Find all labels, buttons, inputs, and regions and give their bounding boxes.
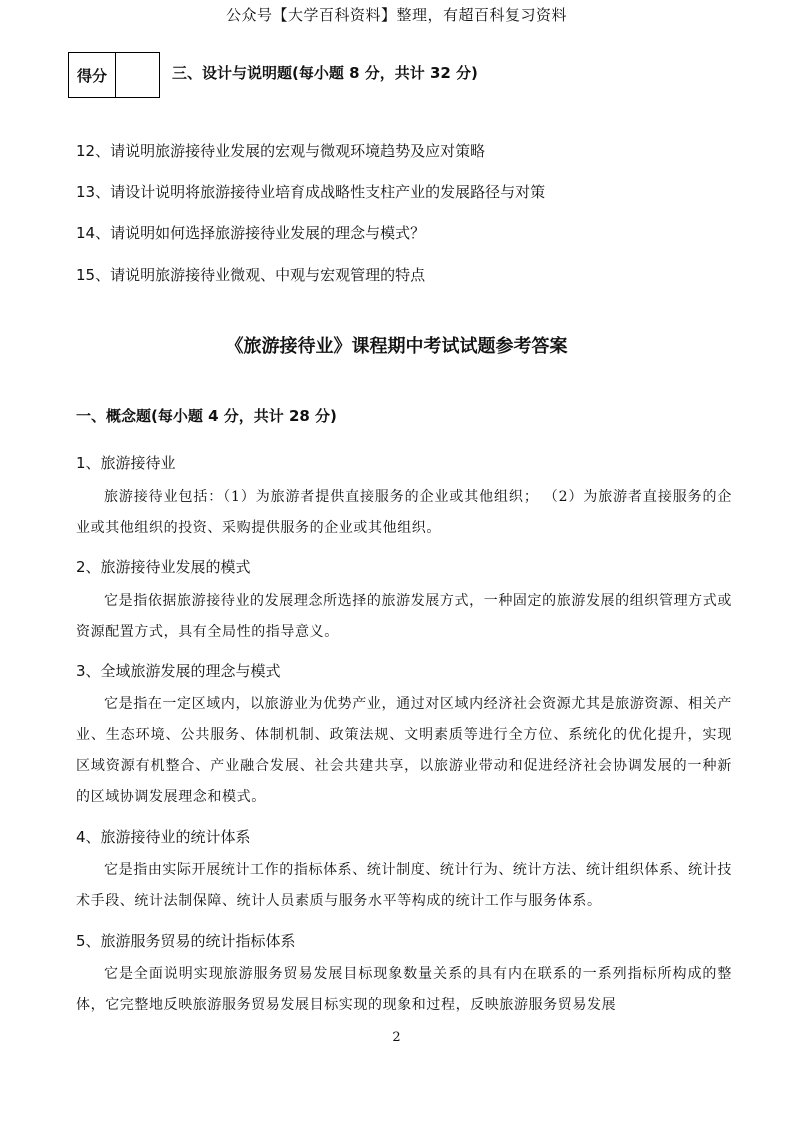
section3-title: 三、设计与说明题(每小题 8 分，共计 32 分) [172, 64, 478, 82]
score-value [116, 53, 159, 97]
question-13: 13、请设计说明将旅游接待业培育成战略性支柱产业的发展路径与对策 [76, 183, 546, 201]
question-15: 15、请说明旅游接待业微观、中观与宏观管理的特点 [76, 266, 426, 284]
term-heading-1: 1、旅游接待业 [76, 454, 176, 472]
question-14: 14、请说明如何选择旅游接待业发展的理念与模式？ [76, 224, 426, 242]
answer-title: 《旅游接待业》课程期中考试试题参考答案 [225, 336, 568, 357]
term-body-5: 它是全面说明实现旅游服务贸易发展目标现象数量关系的具有内在联系的一系列指标所构成的整体，它完整地反映旅游服务贸易发展目标实现的现象和过程，反映旅游服务贸易发展 [76, 966, 732, 1013]
score-label: 得分 [69, 53, 116, 97]
question-12: 12、请说明旅游接待业发展的宏观与微观环境趋势及应对策略 [76, 142, 486, 160]
term-heading-2: 2、旅游接待业发展的模式 [76, 558, 251, 576]
score-box [68, 52, 160, 98]
section1-title: 一、概念题(每小题 4 分，共计 28 分) [76, 407, 337, 425]
term-heading-3: 3、全域旅游发展的理念与模式 [76, 662, 281, 680]
term-body-3: 它是指在一定区域内，以旅游业为优势产业，通过对区域内经济社会资源尤其是旅游资源、相关产业、生态环境、公共服务、体制机制、政策法规、文明素质等进行全方位、系统化的优化提升，实现区域资源有机整合、产业融合发展、社会共建共享，以旅游业带动和促进经济社会协调发展的一种新的区域协调发展理念和模式。 [76, 696, 732, 805]
term-body-1: 旅游接待业包括：（1）为旅游者提供直接服务的企业或其他组织； （2）为旅游者直接服务的企业或其他组织的投资、采购提供服务的企业或其他组织。 [76, 489, 732, 536]
term-body-2: 它是指依据旅游接待业的发展理念所选择的旅游发展方式，一种固定的旅游发展的组织管理方式或资源配置方式，具有全局性的指导意义。 [76, 593, 732, 640]
term-heading-5: 5、旅游服务贸易的统计指标体系 [76, 932, 296, 950]
page-number: 2 [392, 1030, 401, 1045]
term-heading-4: 4、旅游接待业的统计体系 [76, 828, 251, 846]
term-body-4: 它是指由实际开展统计工作的指标体系、统计制度、统计行为、统计方法、统计组织体系、统计技术手段、统计法制保障、统计人员素质与服务水平等构成的统计工作与服务体系。 [76, 862, 732, 909]
page-header: 公众号【大学百科资料】整理，有超百科复习资料 [225, 6, 567, 24]
